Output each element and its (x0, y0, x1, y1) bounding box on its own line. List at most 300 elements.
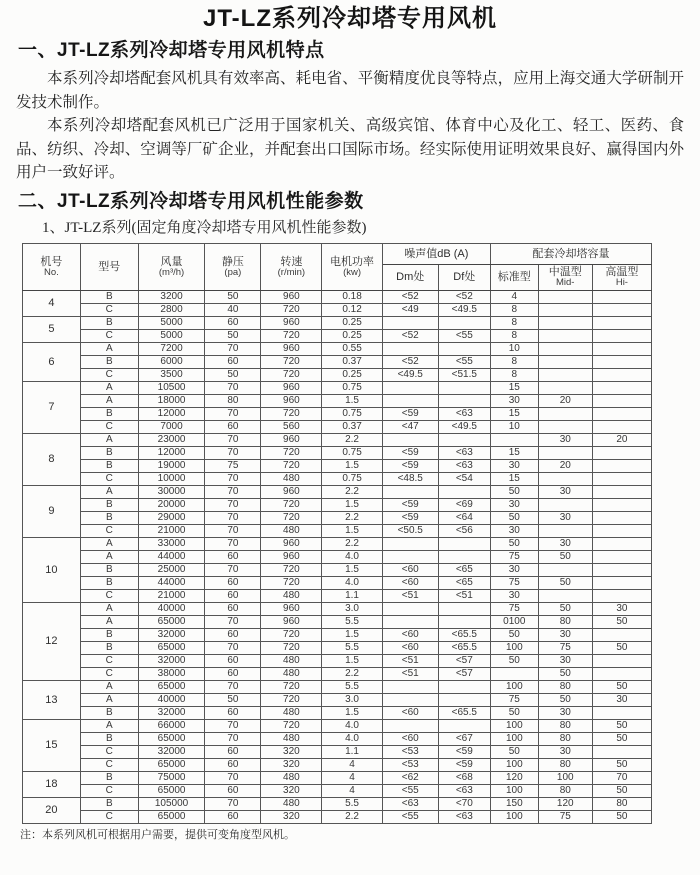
cell-capacity-standard: 150 (490, 797, 538, 810)
performance-table (22, 243, 652, 824)
cell-power: 4.0 (322, 576, 382, 589)
table-row (23, 459, 652, 472)
cell-capacity-standard: 50 (490, 706, 538, 719)
cell-capacity-standard (490, 433, 538, 446)
cell-pressure: 80 (205, 394, 261, 407)
cell-noise-df: <59 (438, 758, 490, 771)
cell-pressure: 70 (205, 719, 261, 732)
cell-pressure: 60 (205, 420, 261, 433)
cell-noise-dm: <60 (382, 732, 438, 745)
cell-capacity-mid (538, 407, 592, 420)
cell-capacity-mid: 30 (538, 745, 592, 758)
table-row (23, 537, 652, 550)
cell-speed: 480 (261, 797, 322, 810)
cell-capacity-standard: 100 (490, 641, 538, 654)
cell-capacity-high (592, 524, 651, 537)
cell-noise-dm: <60 (382, 706, 438, 719)
cell-power: 1.5 (322, 498, 382, 511)
cell-power: 2.2 (322, 810, 382, 823)
cell-flow: 65000 (138, 615, 205, 628)
cell-noise-dm: <59 (382, 407, 438, 420)
cell-power: 3.0 (322, 693, 382, 706)
cell-model: C (80, 472, 138, 485)
table-row (23, 524, 652, 537)
cell-noise-dm (382, 693, 438, 706)
machine-no-cell: 7 (23, 381, 81, 433)
cell-power: 2.2 (322, 537, 382, 550)
cell-power: 5.5 (322, 641, 382, 654)
cell-power: 2.2 (322, 667, 382, 680)
cell-capacity-mid (538, 316, 592, 329)
column-header-model: 型号 (80, 243, 138, 290)
cell-pressure: 70 (205, 485, 261, 498)
cell-capacity-standard: 100 (490, 732, 538, 745)
cell-speed: 960 (261, 290, 322, 303)
cell-capacity-high (592, 550, 651, 563)
table-row (23, 329, 652, 342)
cell-model: B (80, 628, 138, 641)
cell-speed: 320 (261, 810, 322, 823)
cell-flow: 32000 (138, 628, 205, 641)
cell-flow: 6000 (138, 355, 205, 368)
cell-power: 0.75 (322, 407, 382, 420)
cell-noise-df: <49.5 (438, 303, 490, 316)
cell-speed: 480 (261, 589, 322, 602)
cell-flow: 65000 (138, 784, 205, 797)
cell-power: 0.75 (322, 381, 382, 394)
cell-noise-df: <63 (438, 407, 490, 420)
cell-capacity-mid: 80 (538, 732, 592, 745)
cell-noise-dm: <55 (382, 810, 438, 823)
cell-noise-dm: <49.5 (382, 368, 438, 381)
cell-power: 0.37 (322, 420, 382, 433)
cell-capacity-mid: 30 (538, 537, 592, 550)
table-row (23, 654, 652, 667)
cell-speed: 960 (261, 381, 322, 394)
cell-capacity-standard: 75 (490, 693, 538, 706)
cell-noise-df: <54 (438, 472, 490, 485)
cell-noise-df: <51 (438, 589, 490, 602)
cell-speed: 960 (261, 550, 322, 563)
cell-capacity-mid (538, 342, 592, 355)
column-header-noise-group: 噪声值dB (A) (382, 243, 490, 264)
section-1-paragraph-1: 本系列冷却塔配套风机具有效率高、耗电省、平衡精度优良等特点，应用上海交通大学研制开发技术制作。 (16, 70, 684, 111)
cell-flow: 3200 (138, 290, 205, 303)
cell-noise-dm: <63 (382, 797, 438, 810)
machine-no-cell: 8 (23, 433, 81, 485)
cell-capacity-high (592, 706, 651, 719)
cell-speed: 720 (261, 498, 322, 511)
cell-capacity-mid: 30 (538, 628, 592, 641)
column-subheader-noise: Dm处 (382, 264, 438, 290)
cell-capacity-high (592, 368, 651, 381)
column-subheader-capacity: 标准型 (490, 264, 538, 290)
cell-capacity-standard: 50 (490, 485, 538, 498)
cell-capacity-mid (538, 420, 592, 433)
cell-pressure: 70 (205, 797, 261, 810)
cell-flow: 32000 (138, 745, 205, 758)
column-subheader-capacity: 中温型 Mid- (538, 264, 592, 290)
cell-pressure: 70 (205, 537, 261, 550)
cell-model: B (80, 511, 138, 524)
cell-model: C (80, 420, 138, 433)
table-row (23, 472, 652, 485)
cell-speed: 960 (261, 602, 322, 615)
cell-power: 1.5 (322, 524, 382, 537)
cell-pressure: 70 (205, 615, 261, 628)
table-row (23, 485, 652, 498)
cell-noise-dm (382, 316, 438, 329)
cell-model: A (80, 381, 138, 394)
cell-noise-df (438, 394, 490, 407)
cell-model: C (80, 524, 138, 537)
cell-noise-df (438, 433, 490, 446)
cell-capacity-mid: 30 (538, 433, 592, 446)
cell-noise-df (438, 537, 490, 550)
cell-speed: 720 (261, 446, 322, 459)
cell-capacity-high (592, 459, 651, 472)
table-row (23, 381, 652, 394)
cell-noise-dm: <59 (382, 511, 438, 524)
cell-speed: 320 (261, 745, 322, 758)
cell-noise-df (438, 550, 490, 563)
cell-flow: 40000 (138, 602, 205, 615)
cell-flow: 65000 (138, 680, 205, 693)
cell-pressure: 60 (205, 758, 261, 771)
table-row (23, 316, 652, 329)
cell-noise-dm: <53 (382, 758, 438, 771)
cell-capacity-mid (538, 446, 592, 459)
cell-pressure: 60 (205, 706, 261, 719)
cell-pressure: 50 (205, 290, 261, 303)
cell-power: 3.0 (322, 602, 382, 615)
table-row (23, 745, 652, 758)
cell-model: B (80, 316, 138, 329)
cell-noise-df: <65 (438, 563, 490, 576)
cell-speed: 720 (261, 355, 322, 368)
cell-noise-dm: <51 (382, 654, 438, 667)
cell-flow: 29000 (138, 511, 205, 524)
cell-speed: 960 (261, 316, 322, 329)
cell-speed: 320 (261, 784, 322, 797)
cell-flow: 10000 (138, 472, 205, 485)
table-row (23, 732, 652, 745)
table-row (23, 394, 652, 407)
cell-noise-dm: <51 (382, 667, 438, 680)
cell-capacity-standard: 30 (490, 524, 538, 537)
cell-model: A (80, 615, 138, 628)
cell-model: B (80, 290, 138, 303)
cell-pressure: 50 (205, 329, 261, 342)
cell-power: 4.0 (322, 732, 382, 745)
cell-noise-df (438, 615, 490, 628)
cell-noise-df: <65.5 (438, 628, 490, 641)
table-row (23, 797, 652, 810)
cell-flow: 30000 (138, 485, 205, 498)
cell-pressure: 60 (205, 589, 261, 602)
cell-noise-df: <57 (438, 654, 490, 667)
cell-pressure: 60 (205, 810, 261, 823)
cell-flow: 38000 (138, 667, 205, 680)
cell-model: A (80, 537, 138, 550)
cell-model: A (80, 602, 138, 615)
cell-capacity-mid: 120 (538, 797, 592, 810)
cell-model: C (80, 784, 138, 797)
cell-capacity-standard: 30 (490, 459, 538, 472)
cell-flow: 32000 (138, 654, 205, 667)
cell-power: 2.2 (322, 511, 382, 524)
cell-pressure: 70 (205, 524, 261, 537)
cell-noise-dm: <52 (382, 329, 438, 342)
cell-flow: 75000 (138, 771, 205, 784)
cell-pressure: 60 (205, 745, 261, 758)
cell-capacity-mid (538, 472, 592, 485)
cell-capacity-mid: 80 (538, 680, 592, 693)
cell-power: 1.5 (322, 394, 382, 407)
cell-speed: 720 (261, 563, 322, 576)
cell-noise-dm (382, 394, 438, 407)
cell-noise-dm: <59 (382, 446, 438, 459)
cell-capacity-standard: 50 (490, 511, 538, 524)
cell-model: B (80, 563, 138, 576)
cell-speed: 480 (261, 706, 322, 719)
cell-speed: 480 (261, 771, 322, 784)
cell-speed: 960 (261, 615, 322, 628)
column-header-pressure: 静压 (pa) (205, 243, 261, 290)
cell-flow: 25000 (138, 563, 205, 576)
cell-capacity-standard: 4 (490, 290, 538, 303)
cell-power: 2.2 (322, 485, 382, 498)
cell-capacity-high (592, 316, 651, 329)
cell-capacity-standard: 100 (490, 680, 538, 693)
cell-noise-dm (382, 485, 438, 498)
cell-capacity-high (592, 537, 651, 550)
cell-model: A (80, 693, 138, 706)
cell-model: C (80, 745, 138, 758)
cell-noise-dm (382, 537, 438, 550)
cell-pressure: 70 (205, 433, 261, 446)
table-row (23, 784, 652, 797)
cell-pressure: 70 (205, 511, 261, 524)
cell-capacity-standard: 10 (490, 420, 538, 433)
cell-capacity-mid: 30 (538, 485, 592, 498)
table-row (23, 693, 652, 706)
table-row (23, 511, 652, 524)
cell-pressure: 70 (205, 407, 261, 420)
cell-flow: 20000 (138, 498, 205, 511)
cell-model: C (80, 667, 138, 680)
cell-noise-df: <63 (438, 459, 490, 472)
cell-capacity-mid: 80 (538, 615, 592, 628)
cell-pressure: 75 (205, 459, 261, 472)
cell-speed: 480 (261, 732, 322, 745)
cell-pressure: 70 (205, 498, 261, 511)
cell-capacity-standard: 8 (490, 329, 538, 342)
cell-pressure: 70 (205, 381, 261, 394)
cell-noise-dm: <60 (382, 563, 438, 576)
cell-noise-dm: <51 (382, 589, 438, 602)
cell-noise-df (438, 316, 490, 329)
cell-flow: 44000 (138, 550, 205, 563)
cell-capacity-high (592, 355, 651, 368)
cell-capacity-high (592, 342, 651, 355)
cell-capacity-standard: 15 (490, 407, 538, 420)
cell-power: 4 (322, 771, 382, 784)
cell-noise-df (438, 680, 490, 693)
cell-power: 1.5 (322, 459, 382, 472)
cell-flow: 12000 (138, 407, 205, 420)
cell-speed: 720 (261, 303, 322, 316)
cell-speed: 720 (261, 459, 322, 472)
cell-pressure: 60 (205, 667, 261, 680)
cell-capacity-high (592, 563, 651, 576)
table-row (23, 667, 652, 680)
cell-capacity-mid (538, 589, 592, 602)
cell-capacity-standard: 50 (490, 745, 538, 758)
cell-noise-dm: <48.5 (382, 472, 438, 485)
cell-capacity-mid (538, 498, 592, 511)
section-2-heading: 二、JT-LZ系列冷却塔专用风机性能参数 (18, 190, 364, 212)
cell-flow: 105000 (138, 797, 205, 810)
cell-speed: 480 (261, 654, 322, 667)
cell-capacity-high (592, 329, 651, 342)
cell-flow: 3500 (138, 368, 205, 381)
machine-no-cell: 10 (23, 537, 81, 602)
cell-model: B (80, 446, 138, 459)
cell-power: 4 (322, 784, 382, 797)
cell-flow: 65000 (138, 758, 205, 771)
cell-capacity-high: 50 (592, 680, 651, 693)
cell-model: A (80, 433, 138, 446)
cell-capacity-standard: 50 (490, 537, 538, 550)
cell-model: B (80, 355, 138, 368)
cell-capacity-mid: 80 (538, 758, 592, 771)
cell-model: B (80, 641, 138, 654)
cell-noise-df: <57 (438, 667, 490, 680)
cell-noise-df: <49.5 (438, 420, 490, 433)
table-row (23, 290, 652, 303)
cell-noise-dm: <60 (382, 576, 438, 589)
cell-noise-dm (382, 342, 438, 355)
cell-capacity-high (592, 667, 651, 680)
machine-no-cell: 13 (23, 680, 81, 719)
cell-flow: 10500 (138, 381, 205, 394)
cell-noise-df (438, 693, 490, 706)
cell-pressure: 70 (205, 732, 261, 745)
table-row (23, 706, 652, 719)
table-body (23, 290, 652, 823)
cell-flow: 5000 (138, 329, 205, 342)
table-row (23, 576, 652, 589)
cell-speed: 480 (261, 667, 322, 680)
cell-capacity-high: 50 (592, 615, 651, 628)
cell-power: 0.75 (322, 446, 382, 459)
cell-noise-df: <63 (438, 784, 490, 797)
cell-capacity-mid (538, 329, 592, 342)
column-header-power: 电机功率 (kw) (322, 243, 382, 290)
machine-no-cell: 4 (23, 290, 81, 316)
cell-speed: 960 (261, 342, 322, 355)
footnote: 注：本系列风机可根据用户需要，提供可变角度型风机。 (20, 828, 295, 841)
cell-capacity-high (592, 381, 651, 394)
cell-capacity-high (592, 446, 651, 459)
cell-capacity-high: 70 (592, 771, 651, 784)
table-subtitle: 1、JT-LZ系列(固定角度冷却塔专用风机性能参数) (42, 219, 367, 236)
cell-speed: 720 (261, 576, 322, 589)
cell-capacity-high (592, 511, 651, 524)
cell-speed: 720 (261, 628, 322, 641)
cell-capacity-high: 20 (592, 433, 651, 446)
cell-noise-df: <56 (438, 524, 490, 537)
cell-capacity-mid (538, 563, 592, 576)
cell-model: B (80, 771, 138, 784)
cell-pressure: 60 (205, 316, 261, 329)
table-row (23, 810, 652, 823)
table-row (23, 342, 652, 355)
cell-capacity-mid (538, 303, 592, 316)
cell-flow: 19000 (138, 459, 205, 472)
cell-noise-df: <65 (438, 576, 490, 589)
cell-flow: 2800 (138, 303, 205, 316)
cell-capacity-standard: 10 (490, 342, 538, 355)
cell-flow: 21000 (138, 589, 205, 602)
cell-model: B (80, 576, 138, 589)
table-row (23, 615, 652, 628)
table-row (23, 420, 652, 433)
column-subheader-capacity: 高温型 Hi- (592, 264, 651, 290)
table-row (23, 303, 652, 316)
cell-noise-dm: <52 (382, 355, 438, 368)
cell-capacity-mid: 50 (538, 602, 592, 615)
cell-noise-df: <65.5 (438, 641, 490, 654)
table-row (23, 433, 652, 446)
page-title: JT-LZ系列冷却塔专用风机 (203, 5, 497, 32)
cell-capacity-mid: 50 (538, 550, 592, 563)
cell-capacity-standard: 100 (490, 758, 538, 771)
cell-capacity-standard: 75 (490, 550, 538, 563)
cell-pressure: 70 (205, 771, 261, 784)
cell-capacity-mid (538, 524, 592, 537)
cell-capacity-standard: 120 (490, 771, 538, 784)
cell-pressure: 50 (205, 368, 261, 381)
cell-power: 0.12 (322, 303, 382, 316)
cell-model: B (80, 459, 138, 472)
cell-model: A (80, 719, 138, 732)
cell-capacity-high: 30 (592, 602, 651, 615)
cell-model: A (80, 485, 138, 498)
cell-noise-dm: <52 (382, 290, 438, 303)
cell-model: B (80, 706, 138, 719)
cell-speed: 720 (261, 641, 322, 654)
cell-model: A (80, 394, 138, 407)
cell-capacity-high: 50 (592, 719, 651, 732)
cell-noise-df: <63 (438, 446, 490, 459)
cell-noise-dm (382, 381, 438, 394)
column-header-capacity-group: 配套冷却塔容量 (490, 243, 651, 264)
cell-flow: 40000 (138, 693, 205, 706)
cell-speed: 720 (261, 368, 322, 381)
cell-noise-dm: <47 (382, 420, 438, 433)
cell-noise-df: <55 (438, 355, 490, 368)
cell-flow: 21000 (138, 524, 205, 537)
cell-speed: 960 (261, 394, 322, 407)
cell-capacity-mid: 30 (538, 706, 592, 719)
cell-noise-df: <65.5 (438, 706, 490, 719)
cell-flow: 65000 (138, 810, 205, 823)
cell-capacity-mid: 50 (538, 667, 592, 680)
cell-capacity-mid (538, 355, 592, 368)
cell-speed: 960 (261, 485, 322, 498)
